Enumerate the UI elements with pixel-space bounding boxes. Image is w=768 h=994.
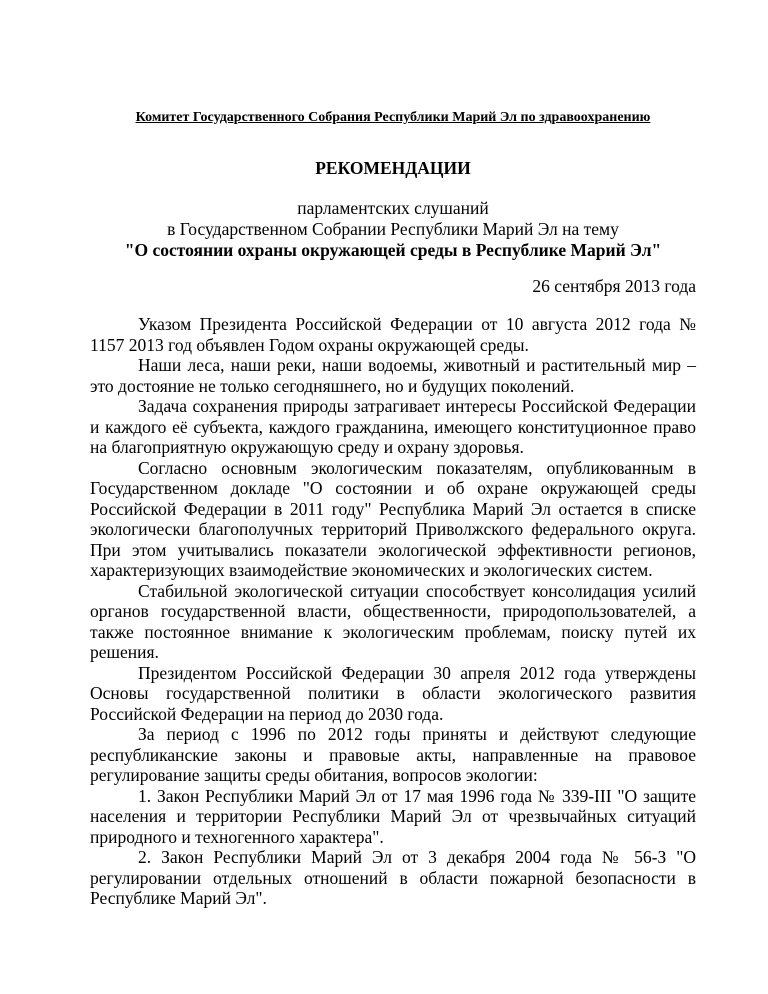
paragraph: Президентом Российской Федерации 30 апреля 2012 года утверждены Основы государственной политики в области экологического развития Российской Федерации на период до 2030 года. [90, 662, 696, 724]
paragraph: Задача сохранения природы затрагивает интересы Российской Федерации и каждого её субъекта, каждого гражданина, имеющего конституционное право на благоприятную окружающую среду и охрану здоровья. [90, 396, 696, 457]
paragraph: Согласно основным экологическим показателям, опубликованным в Государственном докладе "О состоянии и об охране окружающей среды Российской Федерации в 2011 году" Республика Марий Эл остается в списке экологически благополучных территорий Приволжского федерального округа. При этом учитывались показатели экологической эффективности регионов, характеризующих взаимодействие экономических и экологических систем. [90, 457, 696, 580]
document-body [90, 314, 696, 909]
paragraph: Стабильной экологической ситуации способствует консолидация усилий органов государственной власти, общественности, природопользователей, а также постоянное внимание к экологическим проблемам, поиску путей их решения. [90, 580, 696, 662]
document-subtitle [90, 198, 696, 261]
document-date: 26 сентября 2013 года [532, 276, 696, 296]
paragraph: За период с 1996 по 2012 годы приняты и действуют следующие республиканские законы и правовые акты, направленные на правовое регулирование защиты среды обитания, вопросов экологии: [90, 724, 696, 785]
paragraph: 1. Закон Республики Марий Эл от 17 мая 1996 года № 339-III "О защите населения и территории Республики Марий Эл от чрезвычайных ситуаций природного и техногенного характера". [90, 785, 696, 847]
subtitle-line-1: парламентских слушаний [297, 198, 489, 218]
committee-header: Комитет Государственного Собрания Республики Марий Эл по здравоохранению [135, 110, 651, 125]
paragraph: Указом Президента Российской Федерации от 10 августа 2012 года № 1157 2013 год объявлен Годом охраны окружающей среды. [90, 314, 696, 355]
subtitle-line-2: в Государственном Собрании Республики Марий Эл на тему [167, 219, 619, 239]
subtitle-topic: "О состоянии охраны окружающей среды в Республике Марий Эл" [124, 240, 662, 260]
paragraph: Наши леса, наши реки, наши водоемы, животный и растительный мир – это достояние не только сегодняшнего, но и будущих поколений. [90, 355, 696, 396]
document-title: РЕКОМЕНДАЦИИ [315, 158, 471, 178]
paragraph: 2. Закон Республики Марий Эл от 3 декабря 2004 года № 56-З "О регулировании отдельных отношений в области пожарной безопасности в Республике Марий Эл". [90, 847, 696, 908]
